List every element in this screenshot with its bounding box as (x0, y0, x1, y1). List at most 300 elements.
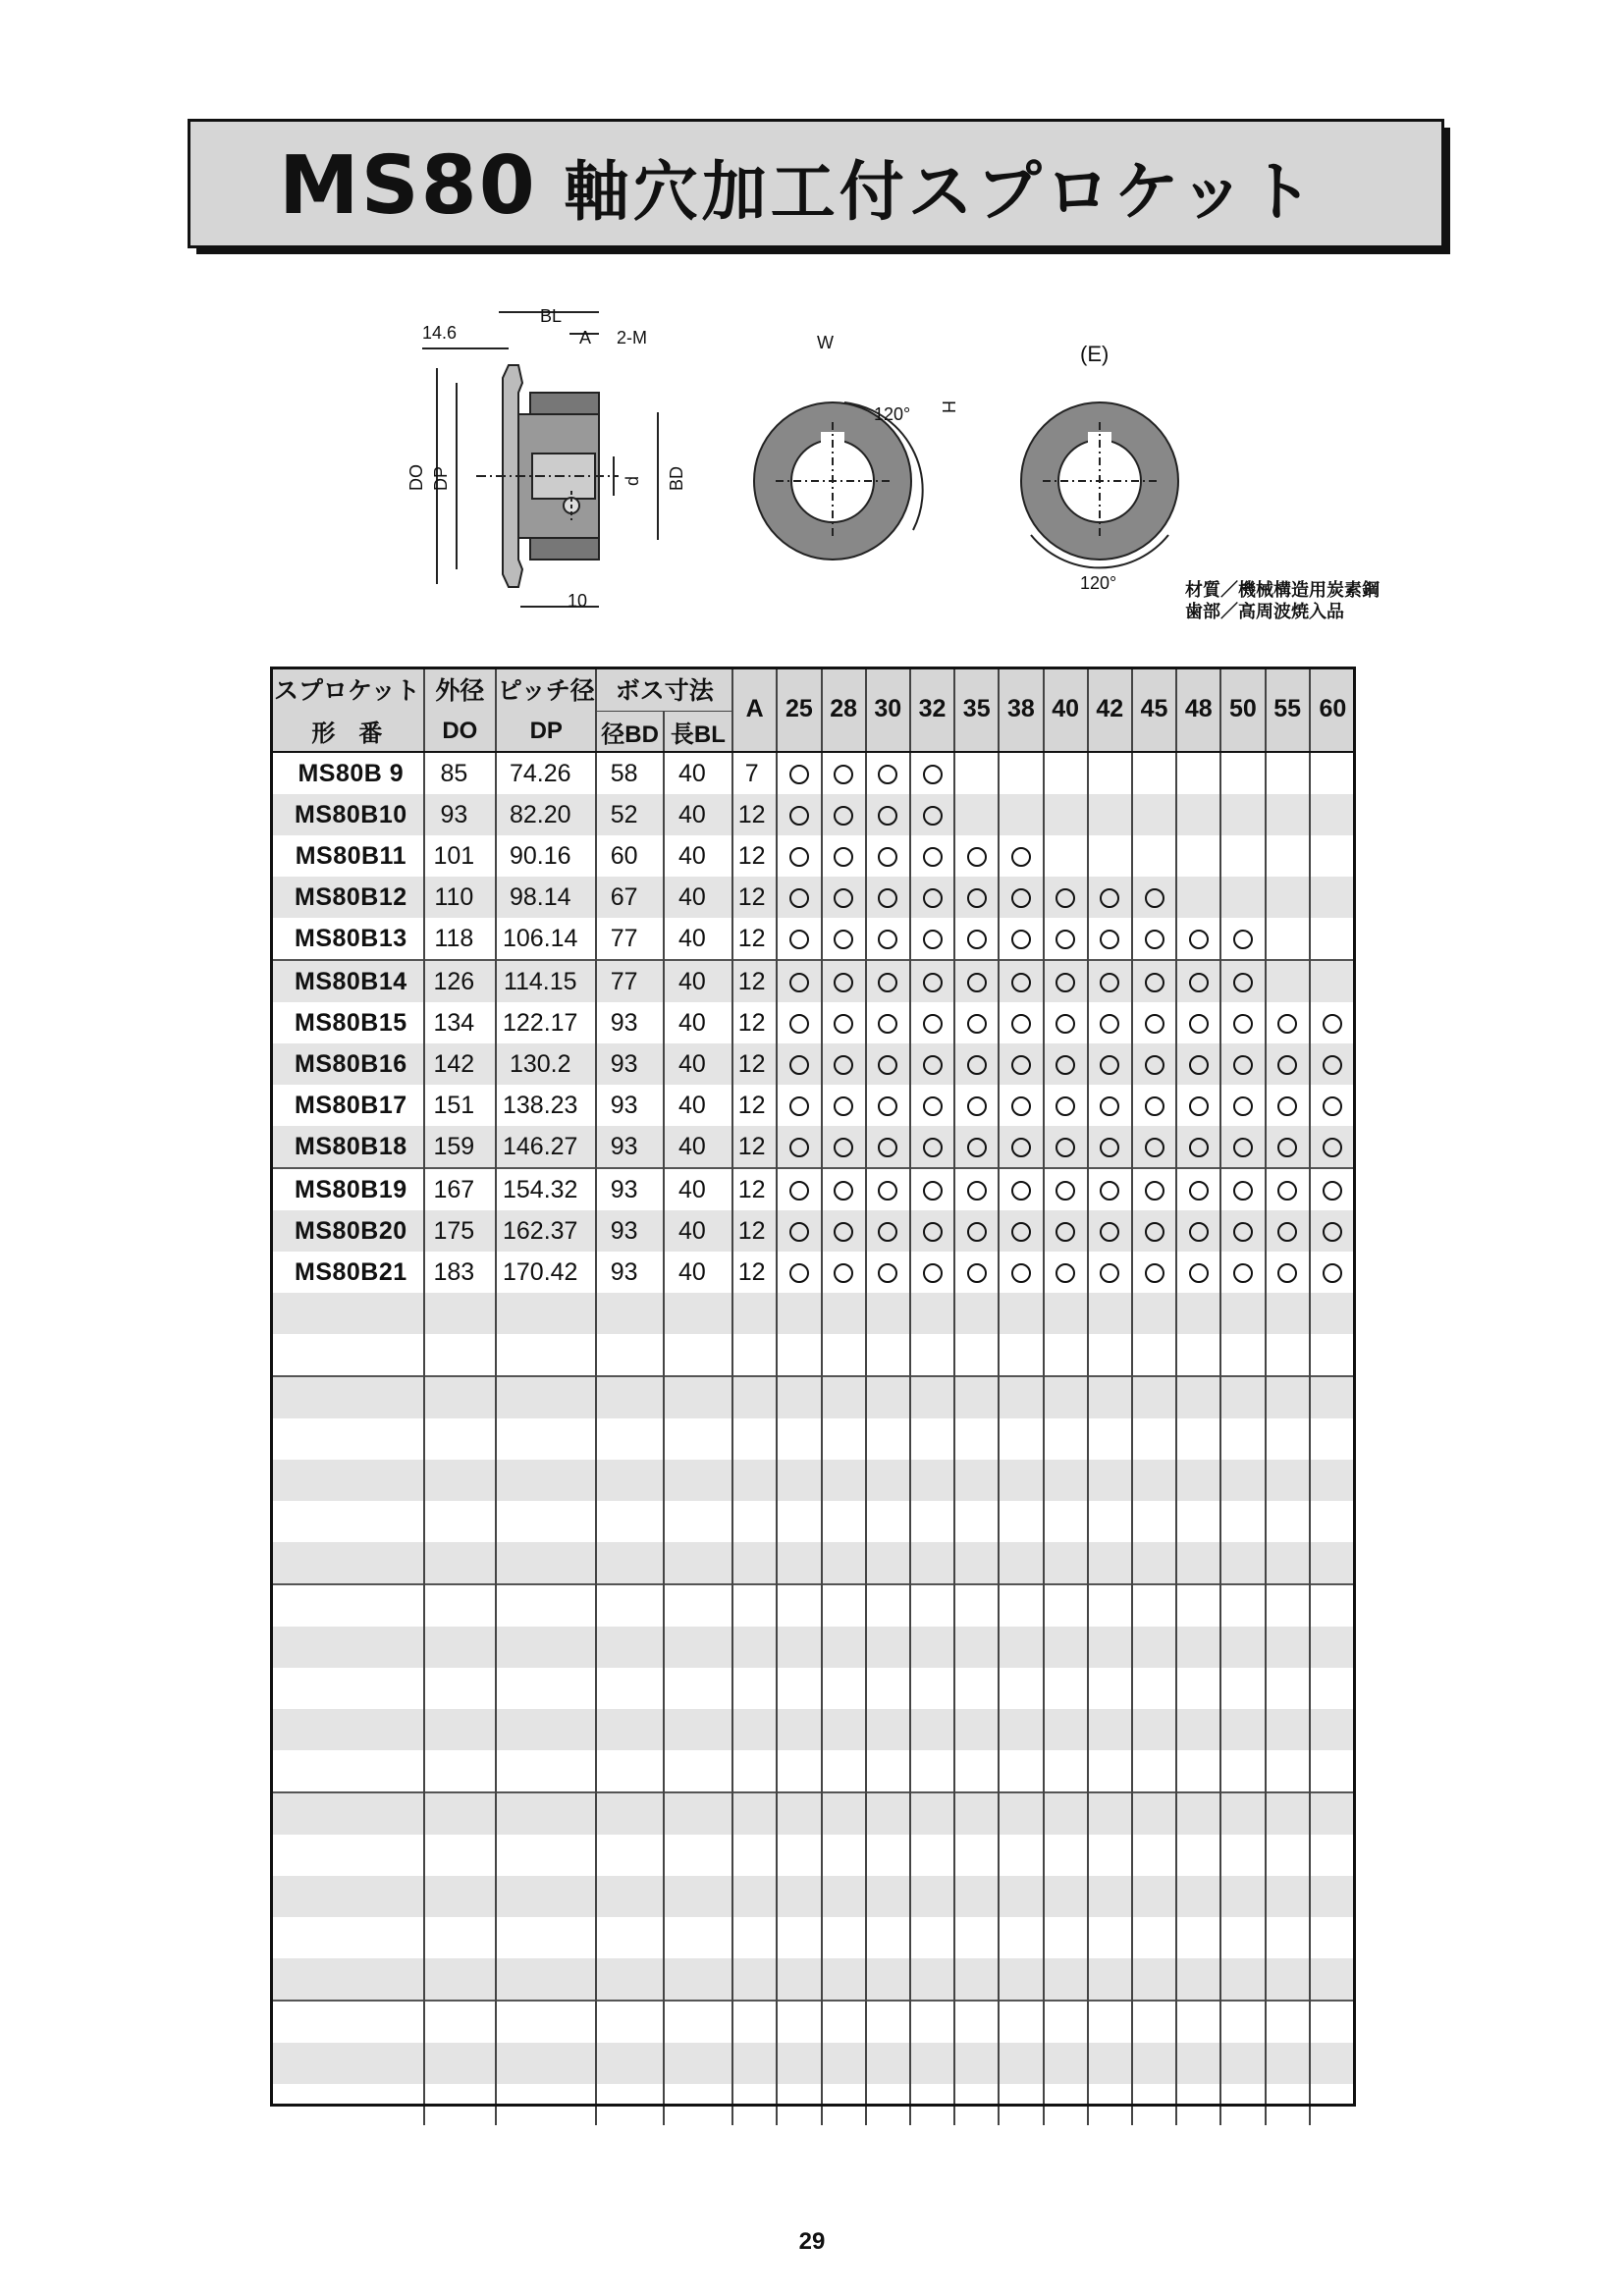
bore-cell (866, 752, 910, 794)
model-cell (271, 2043, 424, 2084)
bd-cell (596, 2043, 663, 2084)
bore-cell (866, 1792, 910, 1835)
bore-cell (954, 1835, 999, 1876)
bore-cell (1220, 794, 1265, 835)
bore-cell (1176, 1376, 1220, 1418)
table-row (271, 960, 1355, 1002)
bore-cell (866, 1043, 910, 1085)
bore-cell (1176, 1460, 1220, 1501)
dp-cell (496, 1750, 596, 1792)
model-cell: MS80B18 (271, 1126, 424, 1168)
bore-cell (866, 1668, 910, 1709)
bore-cell (866, 1418, 910, 1460)
bore-cell (1310, 752, 1355, 794)
bore-cell (1088, 2001, 1132, 2043)
dp-cell (496, 1958, 596, 2001)
dp-cell (496, 1917, 596, 1958)
bl-cell (664, 2001, 732, 2043)
bore-cell (1132, 1293, 1176, 1334)
do-cell (424, 1376, 496, 1418)
available-circle-icon (1145, 1138, 1164, 1157)
do-cell: 151 (424, 1085, 496, 1126)
bl-cell: 40 (664, 1126, 732, 1168)
available-circle-icon (923, 847, 943, 867)
available-circle-icon (967, 973, 987, 992)
dp-cell: 138.23 (496, 1085, 596, 1126)
available-circle-icon (923, 1181, 943, 1201)
available-circle-icon (1056, 973, 1075, 992)
bore-cell (1220, 1002, 1265, 1043)
model-cell (271, 1750, 424, 1792)
bl-cell (664, 1418, 732, 1460)
bore-cell (1220, 835, 1265, 877)
bd-cell (596, 2084, 663, 2125)
table-row-blank (271, 1876, 1355, 1917)
bl-cell: 40 (664, 1043, 732, 1085)
do-cell: 142 (424, 1043, 496, 1085)
table-row (271, 1210, 1355, 1252)
bore-cell (1176, 1917, 1220, 1958)
bore-cell (954, 1085, 999, 1126)
bore-cell (999, 1126, 1043, 1168)
bore-cell (1220, 1085, 1265, 1126)
bore-cell (1266, 794, 1310, 835)
available-circle-icon (1277, 1055, 1297, 1075)
bore-cell (1310, 960, 1355, 1002)
bore-cell (777, 1876, 821, 1917)
table-row (271, 877, 1355, 918)
bl-cell (664, 1293, 732, 1334)
bore-cell (1220, 1501, 1265, 1542)
bore-cell (1310, 1293, 1355, 1334)
bore-cell (1088, 1627, 1132, 1668)
bore-cell (1266, 1501, 1310, 1542)
dp-cell (496, 1460, 596, 1501)
bl-cell (664, 1750, 732, 1792)
bore-cell (1266, 1917, 1310, 1958)
available-circle-icon (1145, 973, 1164, 992)
bore-cell (866, 1293, 910, 1334)
bore-cell (1088, 835, 1132, 877)
bore-cell (1044, 1334, 1088, 1376)
bore-cell (999, 794, 1043, 835)
material-note (1185, 579, 1380, 622)
bore-cell (1132, 1168, 1176, 1210)
bore-cell (1088, 2043, 1132, 2084)
bore-cell (822, 1293, 866, 1334)
bore-cell (999, 1627, 1043, 1668)
bore-cell (1132, 2043, 1176, 2084)
available-circle-icon (1233, 1263, 1253, 1283)
dim-d: d (623, 475, 642, 486)
bore-cell (1310, 1460, 1355, 1501)
bd-cell (596, 1418, 663, 1460)
bore-cell (1266, 1126, 1310, 1168)
bore-cell (1176, 1126, 1220, 1168)
bore-cell (1132, 1126, 1176, 1168)
bore-cell (1088, 1668, 1132, 1709)
bore-cell (910, 2084, 954, 2125)
available-circle-icon (1145, 888, 1164, 908)
bore-cell (1132, 1792, 1176, 1835)
bore-cell (1088, 794, 1132, 835)
bore-cell (1132, 1835, 1176, 1876)
available-circle-icon (1011, 1055, 1031, 1075)
bl-cell (664, 1792, 732, 1835)
dim-14-6: 14.6 (422, 323, 458, 343)
a-cell (732, 1835, 777, 1876)
model-cell (271, 1668, 424, 1709)
bore-cell (822, 1750, 866, 1792)
a-cell (732, 1709, 777, 1750)
header-do: 外径 (424, 667, 496, 712)
bore-cell (822, 752, 866, 794)
bore-cell (777, 1043, 821, 1085)
bore-cell (1088, 1876, 1132, 1917)
bore-cell (866, 835, 910, 877)
bore-cell (1088, 1418, 1132, 1460)
available-circle-icon (923, 1014, 943, 1034)
available-circle-icon (923, 930, 943, 949)
available-circle-icon (1277, 1138, 1297, 1157)
model-cell (271, 1501, 424, 1542)
do-cell (424, 1835, 496, 1876)
bore-cell (1088, 1835, 1132, 1876)
dp-cell: 98.14 (496, 877, 596, 918)
spec-table-body (271, 752, 1355, 2125)
spec-table (271, 667, 1355, 2125)
bore-cell (1310, 794, 1355, 835)
dp-cell (496, 1542, 596, 1584)
bore-cell (1176, 2001, 1220, 2043)
bore-cell (1310, 1627, 1355, 1668)
bore-cell (866, 877, 910, 918)
a-cell: 7 (732, 752, 777, 794)
bore-cell (999, 1835, 1043, 1876)
model-cell: MS80B 9 (298, 759, 405, 787)
dp-cell (496, 2001, 596, 2043)
a-cell: 12 (732, 1085, 777, 1126)
available-circle-icon (1189, 1055, 1209, 1075)
bd-cell (596, 1835, 663, 1876)
model-cell (271, 1792, 424, 1835)
bore-cell (822, 1085, 866, 1126)
bore-cell (1220, 877, 1265, 918)
table-row (271, 1168, 1355, 1210)
bore-cell (954, 1876, 999, 1917)
bore-cell (910, 1085, 954, 1126)
model-cell (271, 1584, 424, 1627)
table-row (271, 1126, 1355, 1168)
bore-cell (1266, 1293, 1310, 1334)
bore-cell (1132, 1002, 1176, 1043)
bore-cell (777, 1668, 821, 1709)
bore-cell (999, 960, 1043, 1002)
available-circle-icon (1277, 1181, 1297, 1201)
bore-cell (999, 1168, 1043, 1210)
bore-cell (1176, 918, 1220, 960)
bore-cell (1044, 1293, 1088, 1334)
material-note-line1: 材質／機械構造用炭素鋼 (1185, 580, 1380, 600)
bl-cell: 40 (664, 877, 732, 918)
bore-cell (1266, 1376, 1310, 1418)
a-cell: 12 (732, 1168, 777, 1210)
bore-cell (999, 1750, 1043, 1792)
do-cell (424, 1876, 496, 1917)
dp-cell (496, 1668, 596, 1709)
bore-cell (822, 1792, 866, 1835)
page-title (279, 139, 1317, 233)
available-circle-icon (789, 1014, 809, 1034)
available-circle-icon (789, 1181, 809, 1201)
bore-cell (1132, 2001, 1176, 2043)
bore-cell (1310, 1376, 1355, 1418)
variant-e-label: (E) (1080, 342, 1110, 366)
bd-cell: 93 (596, 1085, 663, 1126)
table-row-blank (271, 1750, 1355, 1792)
bore-cell (1176, 835, 1220, 877)
available-circle-icon (1233, 1222, 1253, 1242)
bd-cell (596, 1917, 663, 1958)
bd-cell (596, 1501, 663, 1542)
available-circle-icon (789, 930, 809, 949)
bl-cell (664, 1584, 732, 1627)
dp-cell (496, 2084, 596, 2125)
bore-cell (777, 1418, 821, 1460)
bore-cell (1220, 2001, 1265, 2043)
bd-cell (596, 1584, 663, 1627)
table-row-blank (271, 1709, 1355, 1750)
table-row-blank (271, 2084, 1355, 2125)
bore-cell (1176, 794, 1220, 835)
bore-cell (954, 1168, 999, 1210)
bore-cell (822, 1334, 866, 1376)
bore-cell (1044, 1835, 1088, 1876)
do-cell: 126 (424, 960, 496, 1002)
bore-cell (822, 1627, 866, 1668)
available-circle-icon (834, 1181, 853, 1201)
bl-cell (664, 1334, 732, 1376)
available-circle-icon (967, 1055, 987, 1075)
model-cell (271, 1627, 424, 1668)
available-circle-icon (1100, 1222, 1119, 1242)
bore-cell (822, 1460, 866, 1501)
available-circle-icon (1056, 1138, 1075, 1157)
table-row (271, 752, 1355, 794)
bd-cell (596, 2001, 663, 2043)
bore-cell (822, 1709, 866, 1750)
dim-2m: 2-M (617, 328, 647, 347)
available-circle-icon (834, 1263, 853, 1283)
bore-cell (1310, 1876, 1355, 1917)
a-cell (732, 1376, 777, 1418)
bore-cell (1088, 1293, 1132, 1334)
bore-cell (822, 794, 866, 835)
bore-cell (1044, 1210, 1088, 1252)
bore-cell (910, 1917, 954, 1958)
available-circle-icon (878, 1014, 897, 1034)
available-circle-icon (923, 973, 943, 992)
do-cell: 110 (424, 877, 496, 918)
bore-cell (777, 1252, 821, 1293)
available-circle-icon (1100, 1263, 1119, 1283)
bore-cell (1176, 1334, 1220, 1376)
bore-cell (822, 1876, 866, 1917)
bore-cell (1310, 1958, 1355, 2001)
available-circle-icon (1277, 1014, 1297, 1034)
available-circle-icon (967, 1138, 987, 1157)
bore-cell (1044, 1958, 1088, 2001)
bore-cell (1220, 1126, 1265, 1168)
bore-cell (999, 1542, 1043, 1584)
bore-cell (1176, 877, 1220, 918)
bore-cell (1266, 1958, 1310, 2001)
bore-cell (1176, 1876, 1220, 1917)
bore-cell (1088, 1334, 1132, 1376)
do-cell (424, 1750, 496, 1792)
bore-cell (1220, 1252, 1265, 1293)
available-circle-icon (834, 973, 853, 992)
bore-cell (999, 752, 1043, 794)
header-boss: ボス寸法 (596, 667, 732, 712)
dp-cell: 106.14 (496, 918, 596, 960)
bore-cell (1176, 1002, 1220, 1043)
header-model-sub: 形 番 (271, 712, 424, 753)
available-circle-icon (923, 888, 943, 908)
bore-cell (1220, 1376, 1265, 1418)
bore-cell (1044, 752, 1088, 794)
bore-cell (1310, 2001, 1355, 2043)
bore-cell (954, 1126, 999, 1168)
model-cell (271, 1376, 424, 1418)
bore-cell (1220, 1958, 1265, 2001)
bore-cell (954, 1917, 999, 1958)
available-circle-icon (923, 1096, 943, 1116)
a-cell (732, 1750, 777, 1792)
available-circle-icon (834, 765, 853, 784)
bl-cell: 40 (664, 918, 732, 960)
bore-cell (954, 1043, 999, 1085)
bl-cell (664, 2043, 732, 2084)
bl-cell (664, 2084, 732, 2125)
available-circle-icon (1056, 1222, 1075, 1242)
bore-cell (910, 1501, 954, 1542)
available-circle-icon (923, 806, 943, 826)
bore-cell (954, 1252, 999, 1293)
bore-cell (910, 1709, 954, 1750)
bore-cell (1266, 1210, 1310, 1252)
bore-cell (866, 1252, 910, 1293)
bore-cell (822, 1002, 866, 1043)
bore-cell (777, 2084, 821, 2125)
bore-cell (999, 1043, 1043, 1085)
bore-cell (1044, 1501, 1088, 1542)
bore-cell (1132, 1627, 1176, 1668)
bore-cell (1088, 1252, 1132, 1293)
bore-cell (822, 835, 866, 877)
do-cell: 167 (424, 1168, 496, 1210)
a-cell (732, 1334, 777, 1376)
bore-cell (1266, 1709, 1310, 1750)
bore-cell (999, 2001, 1043, 2043)
bore-cell (910, 835, 954, 877)
bore-cell (866, 918, 910, 960)
a-cell: 12 (732, 1210, 777, 1252)
bore-cell (910, 2043, 954, 2084)
bore-cell (1310, 877, 1355, 918)
bore-cell (1132, 1542, 1176, 1584)
dp-cell: 170.42 (496, 1252, 596, 1293)
available-circle-icon (1277, 1222, 1297, 1242)
model-cell (271, 1835, 424, 1876)
bore-cell (910, 2001, 954, 2043)
bore-cell (910, 1210, 954, 1252)
available-circle-icon (1323, 1181, 1342, 1201)
available-circle-icon (834, 1138, 853, 1157)
bore-cell (777, 1709, 821, 1750)
bore-cell (1132, 2084, 1176, 2125)
table-row (271, 1043, 1355, 1085)
do-cell (424, 1958, 496, 2001)
do-cell (424, 1668, 496, 1709)
bore-cell (822, 1376, 866, 1418)
bore-cell (777, 1958, 821, 2001)
bd-cell (596, 1460, 663, 1501)
bore-cell (1220, 1584, 1265, 1627)
do-cell: 134 (424, 1002, 496, 1043)
bore-cell (954, 794, 999, 835)
bore-cell (910, 960, 954, 1002)
bore-cell (1310, 1750, 1355, 1792)
table-row-blank (271, 1501, 1355, 1542)
bore-cell (1220, 1293, 1265, 1334)
bore-cell (910, 1002, 954, 1043)
bore-cell (1310, 1334, 1355, 1376)
available-circle-icon (967, 1181, 987, 1201)
bore-cell (910, 1958, 954, 2001)
bore-cell (1132, 1584, 1176, 1627)
bore-cell (1176, 1835, 1220, 1876)
do-cell: 101 (424, 835, 496, 877)
available-circle-icon (1323, 1138, 1342, 1157)
bore-cell (1220, 1043, 1265, 1085)
model-cell (271, 2001, 424, 2043)
bore-cell (954, 2043, 999, 2084)
bore-cell (1132, 1252, 1176, 1293)
bore-cell (1176, 1542, 1220, 1584)
bore-cell (1266, 1002, 1310, 1043)
bore-cell (866, 2084, 910, 2125)
bore-cell (1310, 1501, 1355, 1542)
bl-cell (664, 1376, 732, 1418)
bore-cell (1088, 1542, 1132, 1584)
bd-cell (596, 1750, 663, 1792)
do-cell: 183 (424, 1252, 496, 1293)
bore-cell (910, 1376, 954, 1418)
available-circle-icon (834, 930, 853, 949)
bore-cell (866, 1126, 910, 1168)
bore-cell (1266, 1584, 1310, 1627)
available-circle-icon (1100, 1096, 1119, 1116)
bore-cell (1220, 1168, 1265, 1210)
available-circle-icon (834, 1055, 853, 1075)
bore-cell (866, 1958, 910, 2001)
table-row-blank (271, 1293, 1355, 1334)
do-cell (424, 1501, 496, 1542)
bore-cell (1266, 2084, 1310, 2125)
bore-cell (822, 1418, 866, 1460)
bore-cell (866, 794, 910, 835)
